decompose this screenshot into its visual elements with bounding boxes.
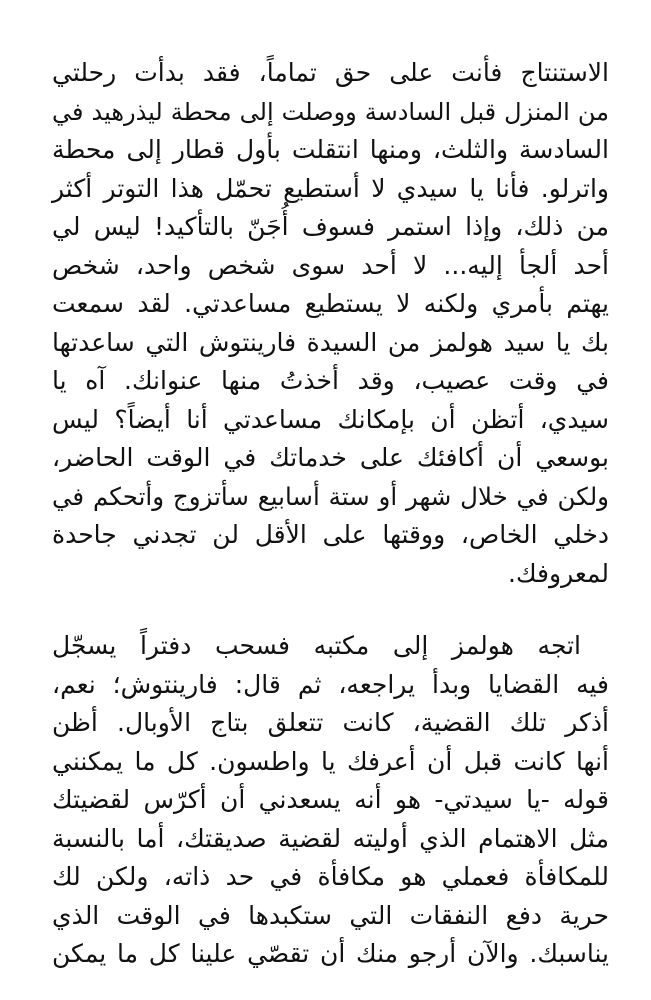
text-line: يناسبك. والآن أرجو منك أن تقصّي علينا كل ما يمكن xyxy=(52,939,609,968)
paragraph-1 xyxy=(52,54,609,593)
text-line: الاستنتاج فأنت على حق تماماً، فقد بدأت رحلتي xyxy=(52,58,609,87)
text-line: من المنزل قبل السادسة ووصلت إلى محطة ليذرهيد في xyxy=(52,97,609,126)
text-line: مثل الاهتمام الذي أوليته لقضية صديقتك، أما بالنسبة xyxy=(52,823,609,853)
text-line: أحد ألجأ إليه... لا أحد سوى شخص واحد، شخص xyxy=(52,250,609,280)
text-line: فيه القضايا وبدأ يراجعه، ثم قال: فارينتوش؛ نعم، xyxy=(52,669,609,699)
text-line: في وقت عصيب، وقد أخذتُ منها عنوانك. آه يا xyxy=(52,366,609,395)
text-line: بك يا سيد هولمز من السيدة فارينتوش التي ساعدتها xyxy=(52,327,609,357)
text-line: من ذلك، وإذا استمر فسوف أُجَنّ بالتأكيد! ليس لي xyxy=(52,212,609,241)
text-line: قوله -يا سيدتي- هو أنه يسعدني أن أكرّس لقضيتك xyxy=(52,785,609,814)
text-line: لمعروفك. xyxy=(508,558,609,588)
text-line: حرية دفع النفقات التي ستكبدها في الوقت الذي xyxy=(52,900,609,930)
paragraph-2 xyxy=(52,627,609,974)
text-line: دخلي الخاص، ووقتها على الأقل لن تجدني جاحدة xyxy=(52,520,609,549)
text-line: أذكر تلك القضية، كانت تتعلق بتاج الأوبال. أظن xyxy=(52,708,609,737)
text-line: أنها كانت قبل أن أعرفك يا واطسون. كل ما يمكنني xyxy=(52,746,609,776)
text-line: بوسعي أن أكافئك على خدماتك في الوقت الحاضر، xyxy=(52,443,609,472)
text-line: سيدي، أتظن أن بإمكانك مساعدتي أنا أيضاً؟ ليس xyxy=(52,404,609,434)
text-line: اتجه هولمز إلى مكتبه فسحب دفتراً يسجّل xyxy=(52,631,581,660)
text-line: يهتم بأمري ولكنه لا يستطيع مساعدتي. لقد سمعت xyxy=(52,289,609,318)
text-line: للمكافأة فعملي هو مكافأة في حد ذاته، ولكن لك xyxy=(52,862,609,891)
text-line: واترلو. فأنا يا سيدي لا أستطيع تحمّل هذا التوتر أكثر xyxy=(52,173,609,203)
text-line: ولكن في خلال شهر أو ستة أسابيع سأتزوج وأتحكم في xyxy=(52,481,609,511)
text-line: السادسة والثلث، ومنها انتقلت بأول قطار إلى محطة xyxy=(52,135,609,164)
